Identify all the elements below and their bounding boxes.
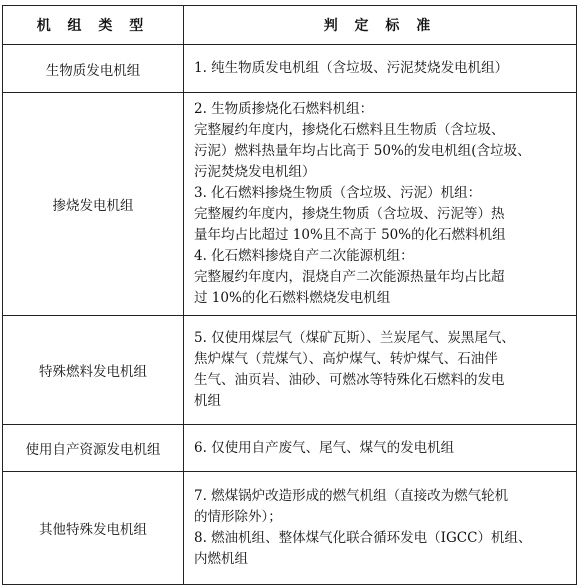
unit-type-cell: 使用自产资源发电机组 bbox=[3, 425, 184, 472]
criteria-line: 4. 化石燃料掺烧自产二次能源机组： bbox=[194, 248, 414, 264]
criteria-line: 8. 燃油机组、整体煤气化联合循环发电（IGCC）机组、 bbox=[194, 530, 532, 546]
criteria-cell bbox=[184, 425, 577, 472]
table-header-row bbox=[3, 6, 577, 45]
unit-type-cell: 生物质发电机组 bbox=[3, 45, 184, 93]
criteria-line: 的情形除外）； bbox=[194, 509, 282, 525]
criteria-line: 内燃机组 bbox=[194, 551, 248, 567]
criteria-cell bbox=[184, 472, 577, 585]
header-unit-type: 机 组 类 型 bbox=[3, 6, 184, 45]
criteria-line: 3. 化石燃料掺烧生物质（含垃圾、污泥）机组： bbox=[194, 185, 482, 201]
criteria-line: 完整履约年度内，掺烧化石燃料且生物质（含垃圾、 bbox=[194, 122, 505, 138]
criteria-line: 机组 bbox=[194, 393, 221, 409]
criteria-line: 过 10%的化石燃料燃烧发电机组 bbox=[194, 290, 391, 306]
criteria-line: 5. 仅使用煤层气（煤矿瓦斯）、兰炭尾气、炭黑尾气、 bbox=[194, 330, 515, 346]
criteria-cell bbox=[184, 93, 577, 316]
criteria-line: 完整履约年度内，混烧自产二次能源热量年均占比超 bbox=[194, 269, 505, 285]
criteria-cell bbox=[184, 45, 577, 93]
criteria-cell bbox=[184, 316, 577, 425]
criteria-line: 量年均占比超过 10%且不高于 50%的化石燃料机组 bbox=[194, 227, 506, 243]
criteria-line: 污泥焚烧发电机组） bbox=[194, 164, 316, 180]
unit-type-cell: 特殊燃料发电机组 bbox=[3, 316, 184, 425]
criteria-line: 2. 生物质掺烧化石燃料机组： bbox=[194, 101, 374, 117]
criteria-line: 完整履约年度内，掺烧生物质（含垃圾、污泥等）热 bbox=[194, 206, 505, 222]
unit-classification-table bbox=[2, 5, 577, 585]
table-row bbox=[3, 93, 577, 316]
criteria-line: 生气、油页岩、油砂、可燃冰等特殊化石燃料的发电 bbox=[194, 372, 505, 388]
header-criteria: 判 定 标 准 bbox=[184, 6, 577, 45]
criteria-line: 6. 仅使用自产废气、尾气、煤气的发电机组 bbox=[194, 439, 455, 456]
criteria-line: 污泥）燃料热量年均占比高于 50%的发电机组(含垃圾、 bbox=[194, 143, 531, 159]
unit-type-cell: 其他特殊发电机组 bbox=[3, 472, 184, 585]
unit-type-cell: 掺烧发电机组 bbox=[3, 93, 184, 316]
criteria-line: 焦炉煤气（荒煤气）、高炉煤气、转炉煤气、石油伴 bbox=[194, 351, 498, 367]
criteria-line: 1. 纯生物质发电机组（含垃圾、污泥焚烧发电机组） bbox=[194, 60, 509, 76]
table-row bbox=[3, 425, 577, 472]
criteria-line: 7. 燃煤锅炉改造形成的燃气机组（直接改为燃气轮机 bbox=[194, 488, 509, 504]
table-row bbox=[3, 45, 577, 93]
table-row bbox=[3, 472, 577, 585]
table-row bbox=[3, 316, 577, 425]
